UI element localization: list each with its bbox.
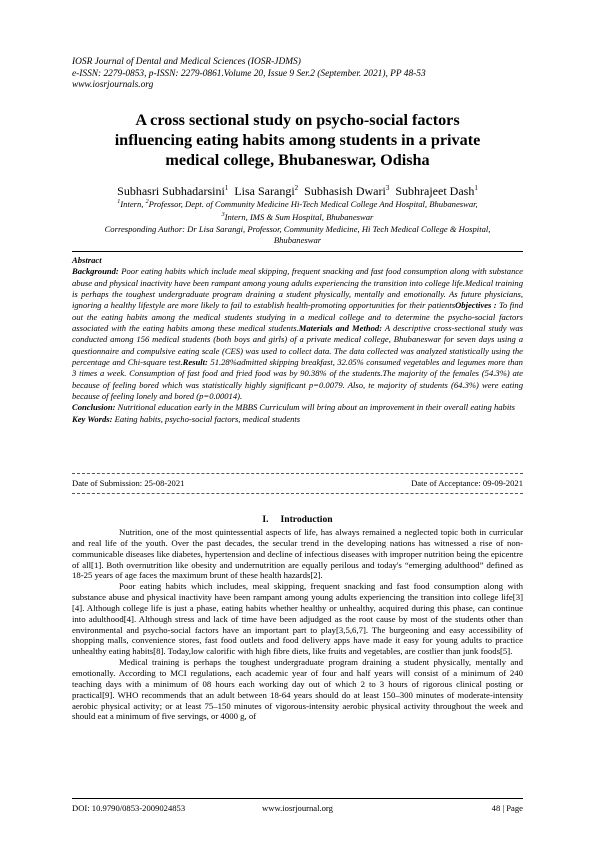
author-2: Lisa Sarangi — [234, 184, 295, 198]
footer-page-number: 48 | Page — [491, 803, 523, 813]
title-line-2: influencing eating habits among students in a private — [114, 131, 481, 149]
author-list — [72, 181, 523, 198]
paper-title — [72, 110, 523, 170]
author-4-sup: 1 — [474, 184, 478, 192]
author-4: Subhrajeet Dash — [395, 184, 475, 198]
footer-rule — [72, 798, 523, 799]
paragraph-2: Poor eating habits which includes, meal skipping, frequent snacking and fast food consumption along with substance abuse and physical inactivity have been rampant among young adults experiencing the transition into college life[3][4]. Although college life is just a phase, eating habits whether healthy or unhealthy, acquired during this phase, can continue into adulthood[4]. Although stress and lack of time have been adjudged as the root cause by most of the students other than environmental and psycho-social factors have an important part to play[3,5,6,7]. The burgeoning and easy accessibility of shopping malls, convenience stores, fast food outlets and food delivery apps have made it easy for young adults to practice unhealthy eating habits[8]. Today,low calorific with high fibre diets, like fruits and vegetables, are costlier than junk foods[5]. — [72, 581, 523, 657]
keywords-label: Key Words: — [72, 413, 113, 424]
keywords-text: Eating habits, psycho-social factors, medical students — [112, 413, 301, 424]
abstract — [72, 255, 523, 425]
corresponding-author-city: Bhubaneswar — [273, 235, 322, 246]
keywords — [72, 414, 523, 425]
conclusion — [72, 402, 523, 413]
journal-name: IOSR Journal of Dental and Medical Sciences (IOSR-JDMS) — [72, 57, 301, 67]
journal-issn: e-ISSN: 2279-0853, p-ISSN: 2279-0861.Volume 20, Issue 9 Ser.2 (September. 2021), PP 48-53 — [72, 68, 426, 79]
conclusion-label: Conclusion: — [72, 402, 116, 413]
author-2-sup: 2 — [294, 184, 299, 192]
methods-text: A descriptive cross-sectional study was conducted among 156 medical students (both boys and girls) of a private medical college, Bhubaneswar for seven days using a questionnaire and compulsive eating scale (CES) was used to collect data. The data collected was analyzed statistically using the percentage and Chi-square test. — [72, 323, 523, 368]
abstract-top-rule — [72, 251, 523, 252]
introduction-body — [72, 527, 523, 722]
section-number: I. — [262, 514, 269, 525]
aff-text-1a: Intern, — [120, 198, 146, 209]
dates-bottom-divider — [72, 493, 523, 494]
objectives-text: To find out the eating habits among the medical students studying in a medical college and to determine the psycho-social factors associated with the eating habits among these medical students. — [72, 300, 523, 334]
title-line-3: medical college, Bhubaneswar, Odisha — [165, 151, 430, 169]
conclusion-text: Nutritional education early in the MBBS Curriculum will bring about an improvement in their overall eating habits — [115, 402, 515, 413]
abstract-body — [72, 266, 523, 402]
submission-date: Date of Submission: 25-08-2021 — [72, 478, 185, 488]
affiliation-line-1 — [72, 197, 523, 210]
paragraph-3: Medical training is perhaps the toughest undergraduate program draining a student physically, mentally and emotionally. According to MCI regulations, each academic year of four and half years will consist of a minimum of 240 teaching days with a minimum of 08 hours each working day out of which 2 to 3 hours of rigorous clinical posting or practical[9]. WHO recommends that an adult between 18-64 years should do at least 150–300 minutes of moderate-intensity aerobic physical activity; or at least 75–150 minutes of vigorous-intensity aerobic physical activity throughout the week and should eat a minimum of five servings, or 4000 g, of — [72, 657, 523, 722]
journal-url[interactable]: www.iosrjournals.org — [72, 80, 154, 90]
aff-sup-1: 1 — [117, 199, 121, 205]
title-line-1: A cross sectional study on psycho-social factors — [135, 111, 460, 129]
section-title: Introduction — [280, 514, 333, 525]
dates-top-divider — [72, 473, 523, 474]
aff-text-1b: Professor, Dept. of Community Medicine Hi-Tech Medical College And Hospital, Bhubaneswar, — [148, 198, 478, 209]
corresponding-author: Corresponding Author: Dr Lisa Sarangi, Professor, Community Medicine, Hi Tech Medical College & Hospital, — [104, 223, 491, 234]
abstract-heading: Abstract — [72, 255, 102, 265]
author-3: Subhasish Dwari — [304, 184, 386, 198]
aff-sup-2: 2 — [145, 199, 149, 205]
objectives-label: Objectives : — [455, 300, 497, 311]
author-1-sup: 1 — [224, 184, 229, 192]
footer-site[interactable]: www.iosrjournal.org — [262, 803, 333, 813]
affiliations — [72, 197, 523, 247]
section-heading — [72, 514, 523, 525]
aff-text-2: Intern, IMS & Sum Hospital, Bhubaneswar — [224, 212, 374, 223]
result-label: Result: — [182, 357, 208, 368]
acceptance-date: Date of Acceptance: 09-09-2021 — [411, 478, 523, 488]
aff-sup-3: 3 — [221, 212, 225, 219]
paragraph-1: Nutrition, one of the most quintessential aspects of life, has always remained a neglected topic both in curricular and real life of the youth. Over the past decades, the secular trend in the developing nations has witnessed a rise of non-communicable diseases like diabetes, hypertension and decline of infectious diseases with improper nutrition being the epicentre of all[1]. Both overnutrition like obesity and undernutrition are equally perilous and today's “emerging adulthood” defined as 18-25 years of age faces the maximum brunt of these health hazards[2]. — [72, 527, 523, 581]
author-3-sup: 3 — [385, 184, 390, 192]
footer-doi: DOI: 10.9790/0853-2009024853 — [72, 803, 186, 813]
background-text: Poor eating habits which include meal skipping, frequent snacking and fast food consumption along with substance abuse and physical inactivity have been rampant among young adults experiencing the transition into college life.Medical training is perhaps the toughest undergraduate program draining a student physically, mentally and emotionally. As future physicians, ignoring a healthy lifestyle are more likely to fail to establish health-promoting opportunities for their patients — [72, 266, 523, 311]
result-text: 51.28%admitted skipping breakfast, 32.05% consumed vegetables and legumes more than 3 times a week. Consumption of fast food and fried food was by 90.38% of the students.The majority of the females (54.3%) ate because of feeling bored which was statistically highly significant p=0.0079. Also, te majority of students (64.3%) were eating because of feeling lonely and bored (p=0.00014). — [72, 357, 523, 402]
author-1: Subhasri Subhadarsini — [117, 184, 225, 198]
journal-header — [72, 57, 532, 92]
background-label: Background: — [72, 266, 119, 277]
affiliation-line-2 — [72, 210, 523, 223]
methods-label: Materials and Method: — [298, 323, 383, 334]
